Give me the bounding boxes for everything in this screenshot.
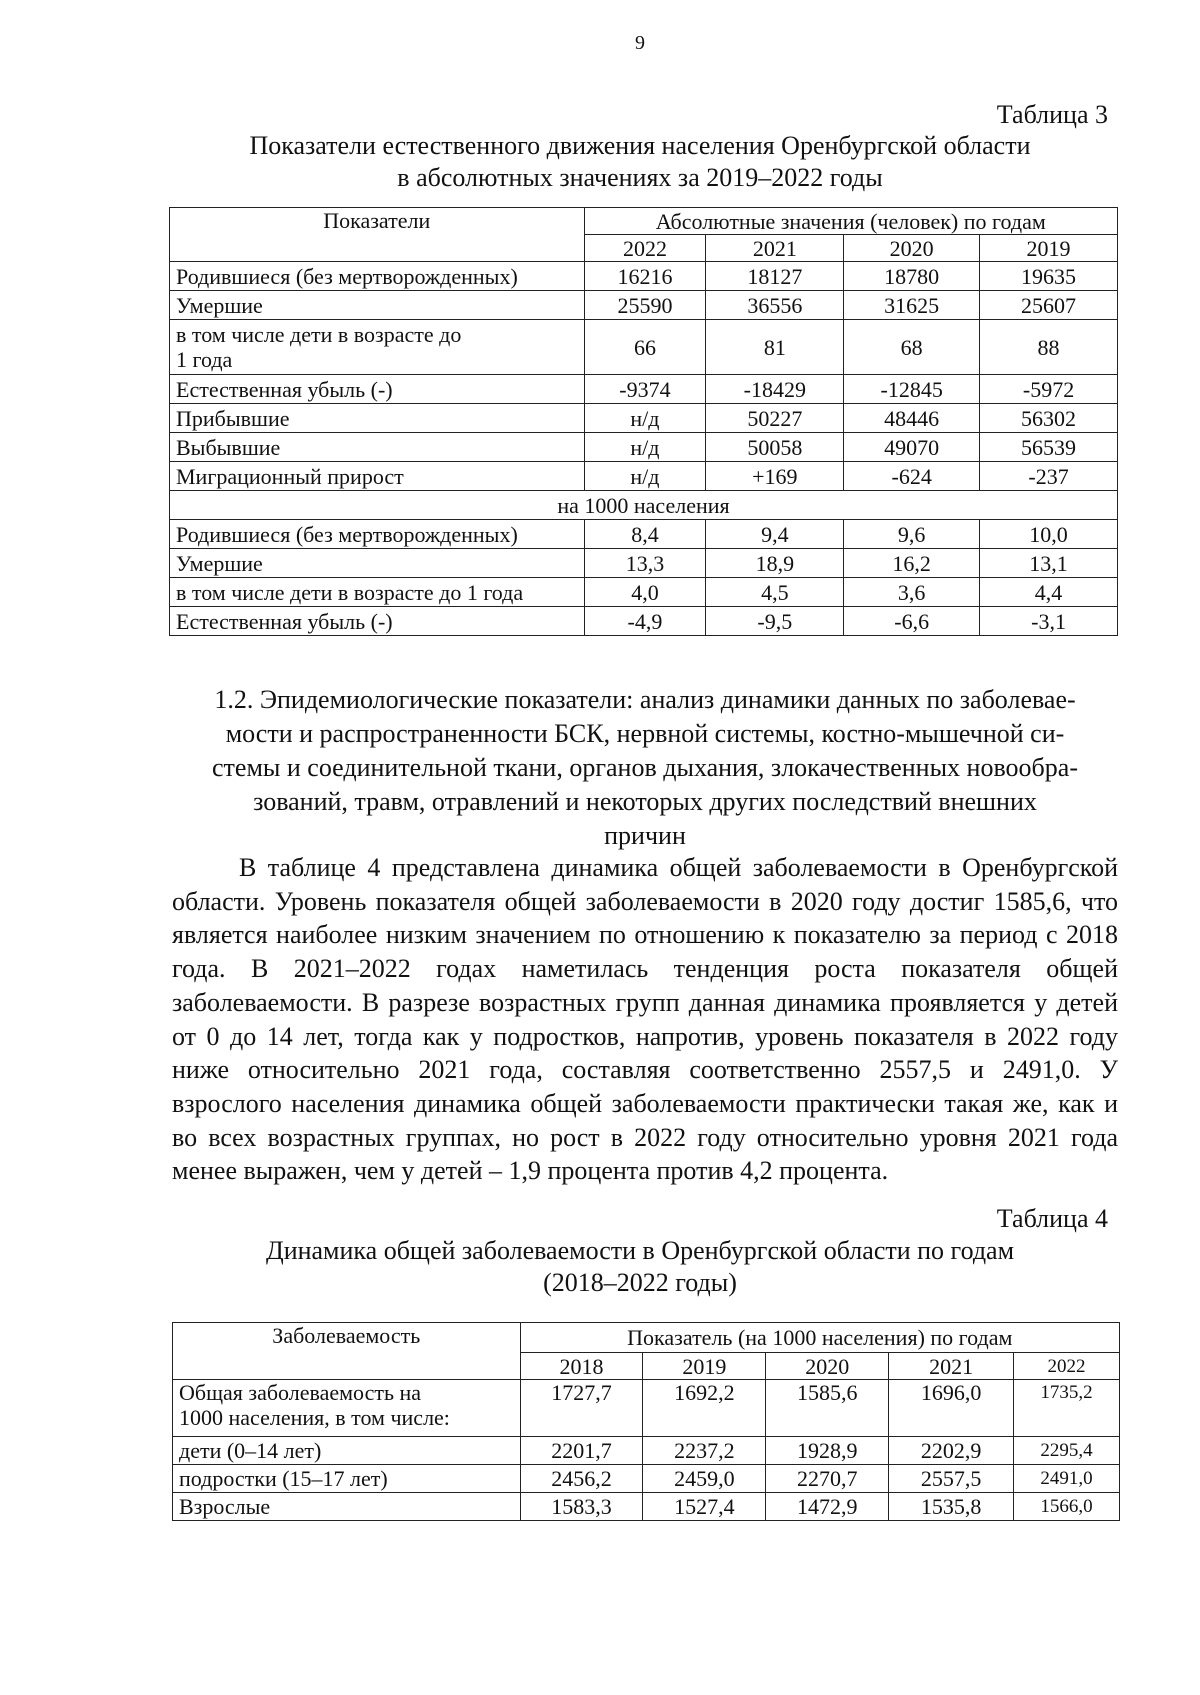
cell-value: 18127 xyxy=(706,262,844,291)
cell-value: 56302 xyxy=(980,404,1118,433)
table3-year: 2021 xyxy=(706,235,844,262)
cell-value: +169 xyxy=(706,462,844,491)
table4-year: 2020 xyxy=(766,1353,889,1380)
row-label: Естественная убыль (-) xyxy=(170,375,585,404)
cell-value: 9,6 xyxy=(844,520,980,549)
table-row xyxy=(170,404,1118,433)
cell-value: 2237,2 xyxy=(643,1437,766,1465)
table-row xyxy=(170,578,1118,607)
table4-year: 2018 xyxy=(520,1353,643,1380)
table3-header-group: Абсолютные значения (человек) по годам xyxy=(584,208,1117,235)
cell-value: 2295,4 xyxy=(1014,1437,1120,1465)
cell-value: 2557,5 xyxy=(889,1465,1014,1493)
table4-header-group: Показатель (на 1000 населения) по годам xyxy=(520,1323,1119,1353)
cell-value: н/д xyxy=(584,404,706,433)
cell-value: -12845 xyxy=(844,375,980,404)
table4-year: 2021 xyxy=(889,1353,1014,1380)
section-heading xyxy=(172,683,1118,853)
table3-title-line2: в абсолютных значениях за 2019–2022 годы xyxy=(397,163,883,192)
cell-value: -9,5 xyxy=(706,607,844,636)
row-label-line2: 1000 населения, в том числе: xyxy=(179,1405,450,1430)
cell-value: 1735,2 xyxy=(1014,1380,1120,1437)
table4-title xyxy=(160,1235,1120,1299)
table3-year: 2022 xyxy=(584,235,706,262)
cell-value: 1727,7 xyxy=(520,1380,643,1437)
cell-value: 25607 xyxy=(980,291,1118,320)
cell-value: -3,1 xyxy=(980,607,1118,636)
row-label: подростки (15–17 лет) xyxy=(173,1465,521,1493)
cell-value: 68 xyxy=(844,320,980,375)
table-row xyxy=(170,262,1118,291)
table-row xyxy=(170,520,1118,549)
page-number: 9 xyxy=(635,32,645,54)
cell-value: 4,5 xyxy=(706,578,844,607)
table3-subheader: на 1000 населения xyxy=(170,491,1118,520)
section-heading-line4: зований, травм, отравлений и некоторых других последствий внешних xyxy=(253,787,1037,816)
table-row xyxy=(173,1465,1120,1493)
table4-label: Таблица 4 xyxy=(996,1204,1108,1233)
cell-value: 49070 xyxy=(844,433,980,462)
table4-title-line2: (2018–2022 годы) xyxy=(543,1268,737,1297)
cell-value: 10,0 xyxy=(980,520,1118,549)
table3-year: 2020 xyxy=(844,235,980,262)
table4 xyxy=(172,1322,1120,1521)
cell-value: 1583,3 xyxy=(520,1493,643,1521)
cell-value: 1696,0 xyxy=(889,1380,1014,1437)
table-row xyxy=(170,433,1118,462)
cell-value: 1928,9 xyxy=(766,1437,889,1465)
cell-value: 1535,8 xyxy=(889,1493,1014,1521)
cell-value: 88 xyxy=(980,320,1118,375)
cell-value: н/д xyxy=(584,433,706,462)
cell-value: 66 xyxy=(584,320,706,375)
cell-value: 56539 xyxy=(980,433,1118,462)
row-label: Прибывшие xyxy=(170,404,585,433)
cell-value: 25590 xyxy=(584,291,706,320)
cell-value: 1527,4 xyxy=(643,1493,766,1521)
row-label: Выбывшие xyxy=(170,433,585,462)
row-label xyxy=(173,1380,521,1437)
table-row xyxy=(170,375,1118,404)
cell-value: -6,6 xyxy=(844,607,980,636)
cell-value: 2491,0 xyxy=(1014,1465,1120,1493)
row-label: Умершие xyxy=(170,549,585,578)
section-heading-line1: 1.2. Эпидемиологические показатели: анализ динамики данных по заболевае- xyxy=(214,685,1076,714)
row-label: Родившиеся (без мертворожденных) xyxy=(170,262,585,291)
cell-value: 48446 xyxy=(844,404,980,433)
body-paragraph: В таблице 4 представлена динамика общей заболеваемости в Оренбургской области. Уровень показателя общей заболеваемости в 2020 году достиг 1585,6, что является наиболее низким значением по отношению к показателю за период с 2018 года. В 2021–2022 годах наметилась тенденция роста показателя общей заболеваемости. В разрезе возрастных групп данная динамика проявляется у детей от 0 до 14 лет, тогда как у подростков, напротив, уровень показателя в 2022 году ниже относительно 2021 года, составляя соответственно 2557,5 и 2491,0. У взрослого населения динамика общей заболеваемости практически такая же, как и во всех возрастных группах, но рост в 2022 году относительно уровня 2021 года менее выражен, чем у детей – 1,9 процента против 4,2 процента. xyxy=(172,853,1118,1186)
table3-title xyxy=(160,130,1120,194)
table-row xyxy=(170,462,1118,491)
cell-value: 2202,9 xyxy=(889,1437,1014,1465)
cell-value: 13,1 xyxy=(980,549,1118,578)
cell-value: 19635 xyxy=(980,262,1118,291)
row-label-line2: 1 года xyxy=(176,347,233,372)
cell-value: 18780 xyxy=(844,262,980,291)
row-label: Миграционный прирост xyxy=(170,462,585,491)
cell-value: 1566,0 xyxy=(1014,1493,1120,1521)
cell-value: 36556 xyxy=(706,291,844,320)
table4-year: 2022 xyxy=(1014,1353,1120,1380)
cell-value: 1472,9 xyxy=(766,1493,889,1521)
table-row xyxy=(170,291,1118,320)
cell-value: -18429 xyxy=(706,375,844,404)
cell-value: 8,4 xyxy=(584,520,706,549)
cell-value: 2201,7 xyxy=(520,1437,643,1465)
cell-value: 16,2 xyxy=(844,549,980,578)
table4-year: 2019 xyxy=(643,1353,766,1380)
table-row xyxy=(173,1493,1120,1521)
table3-year: 2019 xyxy=(980,235,1118,262)
row-label xyxy=(170,320,585,375)
row-label-line1: в том числе дети в возрасте до xyxy=(176,322,462,347)
cell-value: 1585,6 xyxy=(766,1380,889,1437)
cell-value: 31625 xyxy=(844,291,980,320)
table3-title-line1: Показатели естественного движения населения Оренбургской области xyxy=(249,131,1031,160)
row-label: Умершие xyxy=(170,291,585,320)
table-row xyxy=(173,1380,1120,1437)
cell-value: -5972 xyxy=(980,375,1118,404)
cell-value: -4,9 xyxy=(584,607,706,636)
cell-value: 9,4 xyxy=(706,520,844,549)
cell-value: 4,0 xyxy=(584,578,706,607)
cell-value: 18,9 xyxy=(706,549,844,578)
cell-value: 50227 xyxy=(706,404,844,433)
cell-value: 81 xyxy=(706,320,844,375)
table4-header-indicator: Заболеваемость xyxy=(173,1323,521,1380)
cell-value: 2459,0 xyxy=(643,1465,766,1493)
row-label: в том числе дети в возрасте до 1 года xyxy=(170,578,585,607)
table3 xyxy=(169,207,1118,636)
cell-value: 16216 xyxy=(584,262,706,291)
section-heading-line3: стемы и соединительной ткани, органов дыхания, злокачественных новообра- xyxy=(212,753,1078,782)
cell-value: -9374 xyxy=(584,375,706,404)
row-label: Естественная убыль (-) xyxy=(170,607,585,636)
cell-value: 4,4 xyxy=(980,578,1118,607)
cell-value: 3,6 xyxy=(844,578,980,607)
cell-value: -237 xyxy=(980,462,1118,491)
row-label: дети (0–14 лет) xyxy=(173,1437,521,1465)
cell-value: -624 xyxy=(844,462,980,491)
section-heading-line2: мости и распространенности БСК, нервной системы, костно-мышечной си- xyxy=(225,719,1065,748)
cell-value: 1692,2 xyxy=(643,1380,766,1437)
cell-value: н/д xyxy=(584,462,706,491)
table3-header-indicator: Показатели xyxy=(170,208,585,262)
table3-label: Таблица 3 xyxy=(996,100,1108,129)
row-label: Взрослые xyxy=(173,1493,521,1521)
table-row xyxy=(173,1437,1120,1465)
cell-value: 2270,7 xyxy=(766,1465,889,1493)
table-row xyxy=(170,607,1118,636)
table4-title-line1: Динамика общей заболеваемости в Оренбургской области по годам xyxy=(265,1236,1015,1265)
table-row xyxy=(170,549,1118,578)
row-label-line1: Общая заболеваемость на xyxy=(179,1380,422,1405)
row-label: Родившиеся (без мертворожденных) xyxy=(170,520,585,549)
cell-value: 50058 xyxy=(706,433,844,462)
table-row xyxy=(170,320,1118,375)
section-heading-line5: причин xyxy=(604,821,686,850)
cell-value: 2456,2 xyxy=(520,1465,643,1493)
cell-value: 13,3 xyxy=(584,549,706,578)
